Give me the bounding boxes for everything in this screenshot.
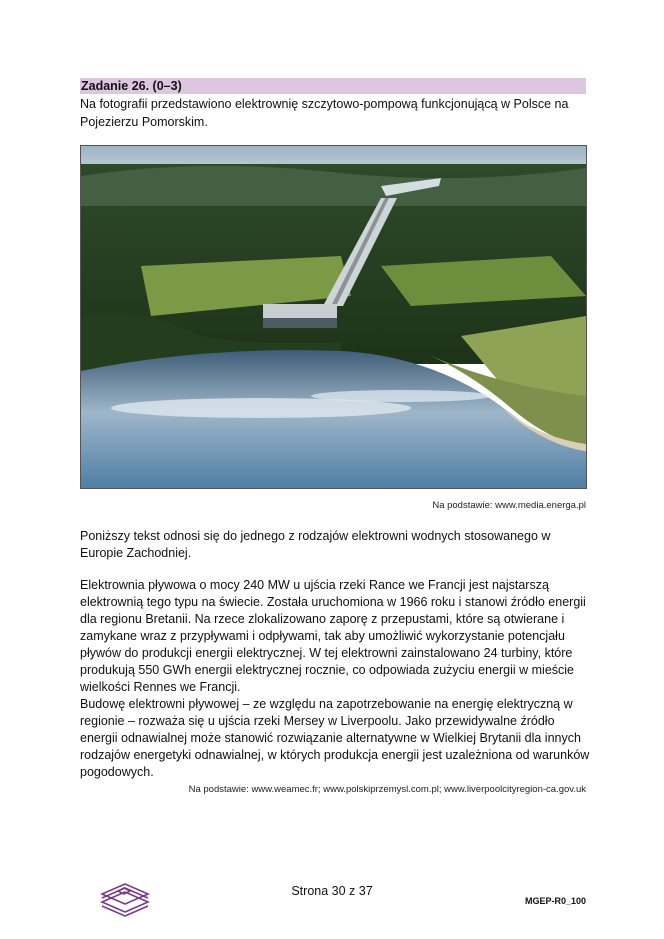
page-number: Strona 30 z 37 bbox=[291, 884, 373, 898]
paragraph-intro: Poniższy tekst odnosi się do jednego z rodzajów elektrowni wodnych stosowanego w Europie Zachodniej. bbox=[80, 529, 551, 560]
task-title: Zadanie 26. (0–3) bbox=[81, 79, 182, 93]
text-source: Na podstawie: www.weamec.fr; www.polskiprzemysl.com.pl; www.liverpoolcityregion-ca.gov.uk bbox=[188, 784, 586, 795]
task-intro: Na fotografii przedstawiono elektrownię szczytowo-pompową funkcjonującą w Polsce na Pojezierzu Pomorskim. bbox=[80, 97, 569, 129]
paragraph-mersey: Budowę elektrowni pływowej – ze względu na zapotrzebowanie na energię elektryczną w regionie – rozważa się u ujścia rzeki Mersey w Liverpoolu. Jako przewidywalne źródło energii odnawialnej może stanowić rozwiązanie alternatywne w Wielkiej Brytanii dla innych rodzajów energetyki odnawialnej, w których produkcja energii jest uzależniona od warunków pogodowych. bbox=[80, 697, 590, 779]
power-plant-photo bbox=[80, 145, 587, 489]
photo-source: Na podstawie: www.media.energa.pl bbox=[432, 500, 586, 511]
paragraph-rance: Elektrownia pływowa o mocy 240 MW u ujścia rzeki Rance we Francji jest najstarszą elektrownią tego typu na świecie. Została uruchomiona w 1966 roku i stanowi źródło energii dla regionu Bretanii. Na rzece zlokalizowano zaporę z przepustami, które są otwierane i zamykane wraz z przypływami i odpływami, tak aby umożliwić wykorzystanie potencjału pływów do produkcji energii elektrycznej. W tej elektrowni zainstalowano 24 turbiny, które produkują 550 GWh energii elektrycznej rocznie, co odpowiada zużyciu energii w mieście wielkości Rennes we Francji. bbox=[80, 578, 586, 694]
task-header bbox=[80, 78, 586, 94]
exam-code: MGEP-R0_100 bbox=[524, 896, 586, 906]
photo-illustration bbox=[81, 146, 586, 488]
